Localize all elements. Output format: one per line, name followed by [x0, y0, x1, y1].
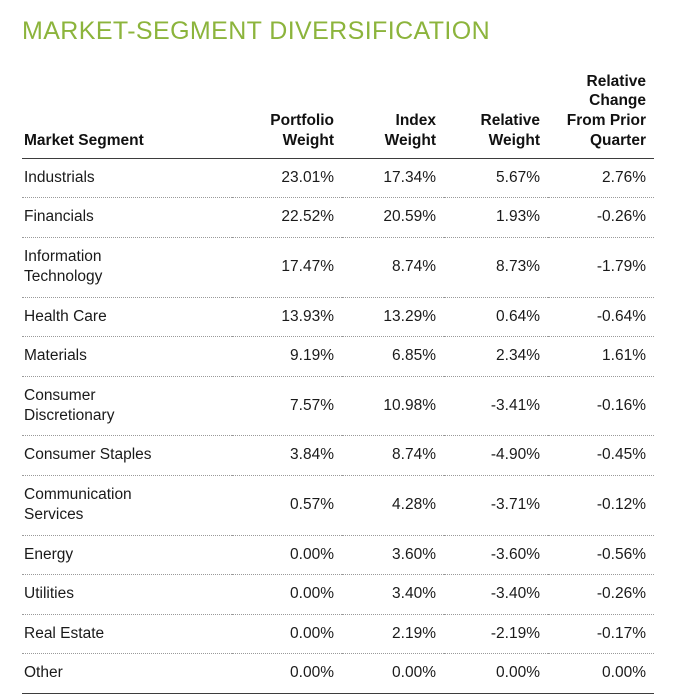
column-header-relative-change-line2: Change [589, 92, 646, 110]
column-header-relative-weight [444, 72, 548, 159]
cell-relative-change: -0.64% [596, 307, 646, 325]
table-row [22, 237, 654, 297]
table-header-row [22, 72, 654, 159]
cell-segment: Energy [24, 545, 74, 563]
cell-segment: Industrials [24, 168, 95, 186]
cell-portfolio-weight: 13.93% [281, 307, 334, 325]
cell-segment: Consumer Staples [24, 446, 152, 464]
cell-index-weight: 10.98% [383, 396, 436, 414]
column-header-index-weight [342, 72, 444, 159]
table-body [22, 158, 654, 693]
cell-portfolio-weight: 7.57% [290, 396, 334, 414]
cell-index-weight: 17.34% [383, 168, 436, 186]
cell-segment: Health Care [24, 307, 107, 325]
cell-portfolio-weight: 9.19% [290, 347, 334, 365]
cell-index-weight: 6.85% [392, 347, 436, 365]
table-header [22, 72, 654, 159]
cell-relative-change: -0.26% [596, 208, 646, 226]
cell-segment: Materials [24, 347, 87, 365]
cell-portfolio-weight: 17.47% [281, 257, 334, 275]
cell-segment: Financials [24, 208, 94, 226]
cell-portfolio-weight: 0.00% [290, 664, 334, 682]
market-segment-table [22, 72, 654, 694]
table-row [22, 535, 654, 574]
table-row [22, 297, 654, 336]
cell-relative-weight: 1.93% [496, 208, 540, 226]
cell-relative-weight: 5.67% [496, 168, 540, 186]
table-row [22, 575, 654, 614]
cell-segment: Other [24, 664, 63, 682]
cell-relative-change: -0.16% [596, 396, 646, 414]
table-row [22, 654, 654, 693]
cell-index-weight: 8.74% [392, 257, 436, 275]
column-header-portfolio-weight [232, 72, 342, 159]
cell-segment: Real Estate [24, 624, 105, 642]
cell-relative-change: 2.76% [602, 168, 646, 186]
table-row [22, 614, 654, 653]
column-header-index-weight-line2: Weight [384, 131, 436, 149]
cell-relative-weight: -3.60% [490, 545, 540, 563]
cell-portfolio-weight: 0.00% [290, 585, 334, 603]
cell-relative-change: 1.61% [602, 347, 646, 365]
column-header-portfolio-weight-line1: Portfolio [270, 112, 334, 130]
cell-relative-weight: 0.00% [496, 664, 540, 682]
cell-portfolio-weight: 22.52% [281, 208, 334, 226]
table-row [22, 337, 654, 376]
cell-index-weight: 3.60% [392, 545, 436, 563]
table-row [22, 198, 654, 237]
column-header-relative-weight-line1: Relative [480, 112, 540, 130]
column-header-relative-change-line4: Quarter [590, 131, 646, 149]
cell-segment: Utilities [24, 585, 74, 603]
cell-relative-change: -0.56% [596, 545, 646, 563]
cell-relative-change: -1.79% [596, 257, 646, 275]
table-row [22, 475, 654, 535]
cell-index-weight: 4.28% [392, 496, 436, 514]
page-title: MARKET-SEGMENT DIVERSIFICATION [22, 17, 491, 45]
table-row [22, 158, 654, 197]
column-header-relative-weight-line2: Weight [488, 131, 540, 149]
column-header-relative-change-line3: From Prior [566, 112, 646, 130]
cell-relative-weight: -4.90% [490, 446, 540, 464]
cell-portfolio-weight: 0.00% [290, 624, 334, 642]
cell-relative-change: -0.12% [596, 496, 646, 514]
cell-relative-weight: -2.19% [490, 624, 540, 642]
cell-index-weight: 20.59% [383, 208, 436, 226]
cell-index-weight: 0.00% [392, 664, 436, 682]
column-header-relative-change-line1: Relative [586, 72, 646, 90]
column-header-market-segment: Market Segment [24, 131, 144, 149]
cell-index-weight: 2.19% [392, 624, 436, 642]
cell-index-weight: 13.29% [383, 307, 436, 325]
cell-portfolio-weight: 3.84% [290, 446, 334, 464]
cell-relative-weight: 2.34% [496, 347, 540, 365]
cell-relative-change: -0.45% [596, 446, 646, 464]
cell-relative-weight: -3.40% [490, 585, 540, 603]
cell-relative-weight: 8.73% [496, 257, 540, 275]
cell-relative-weight: 0.64% [496, 307, 540, 325]
cell-segment: Consumer Discretionary [24, 386, 115, 424]
cell-relative-change: -0.17% [596, 624, 646, 642]
column-header-relative-change [548, 72, 654, 159]
column-header-portfolio-weight-line2: Weight [282, 131, 334, 149]
cell-index-weight: 3.40% [392, 585, 436, 603]
cell-portfolio-weight: 0.00% [290, 545, 334, 563]
cell-relative-weight: -3.41% [490, 396, 540, 414]
cell-relative-change: 0.00% [602, 664, 646, 682]
cell-segment: Information Technology [24, 247, 103, 286]
table-row [22, 436, 654, 475]
cell-portfolio-weight: 23.01% [281, 168, 334, 186]
cell-portfolio-weight: 0.57% [290, 496, 334, 514]
cell-relative-weight: -3.71% [490, 496, 540, 514]
cell-segment: Communication Services [24, 485, 132, 524]
column-header-index-weight-line1: Index [395, 112, 436, 130]
table-row [22, 376, 654, 436]
cell-index-weight: 8.74% [392, 446, 436, 464]
cell-relative-change: -0.26% [596, 585, 646, 603]
